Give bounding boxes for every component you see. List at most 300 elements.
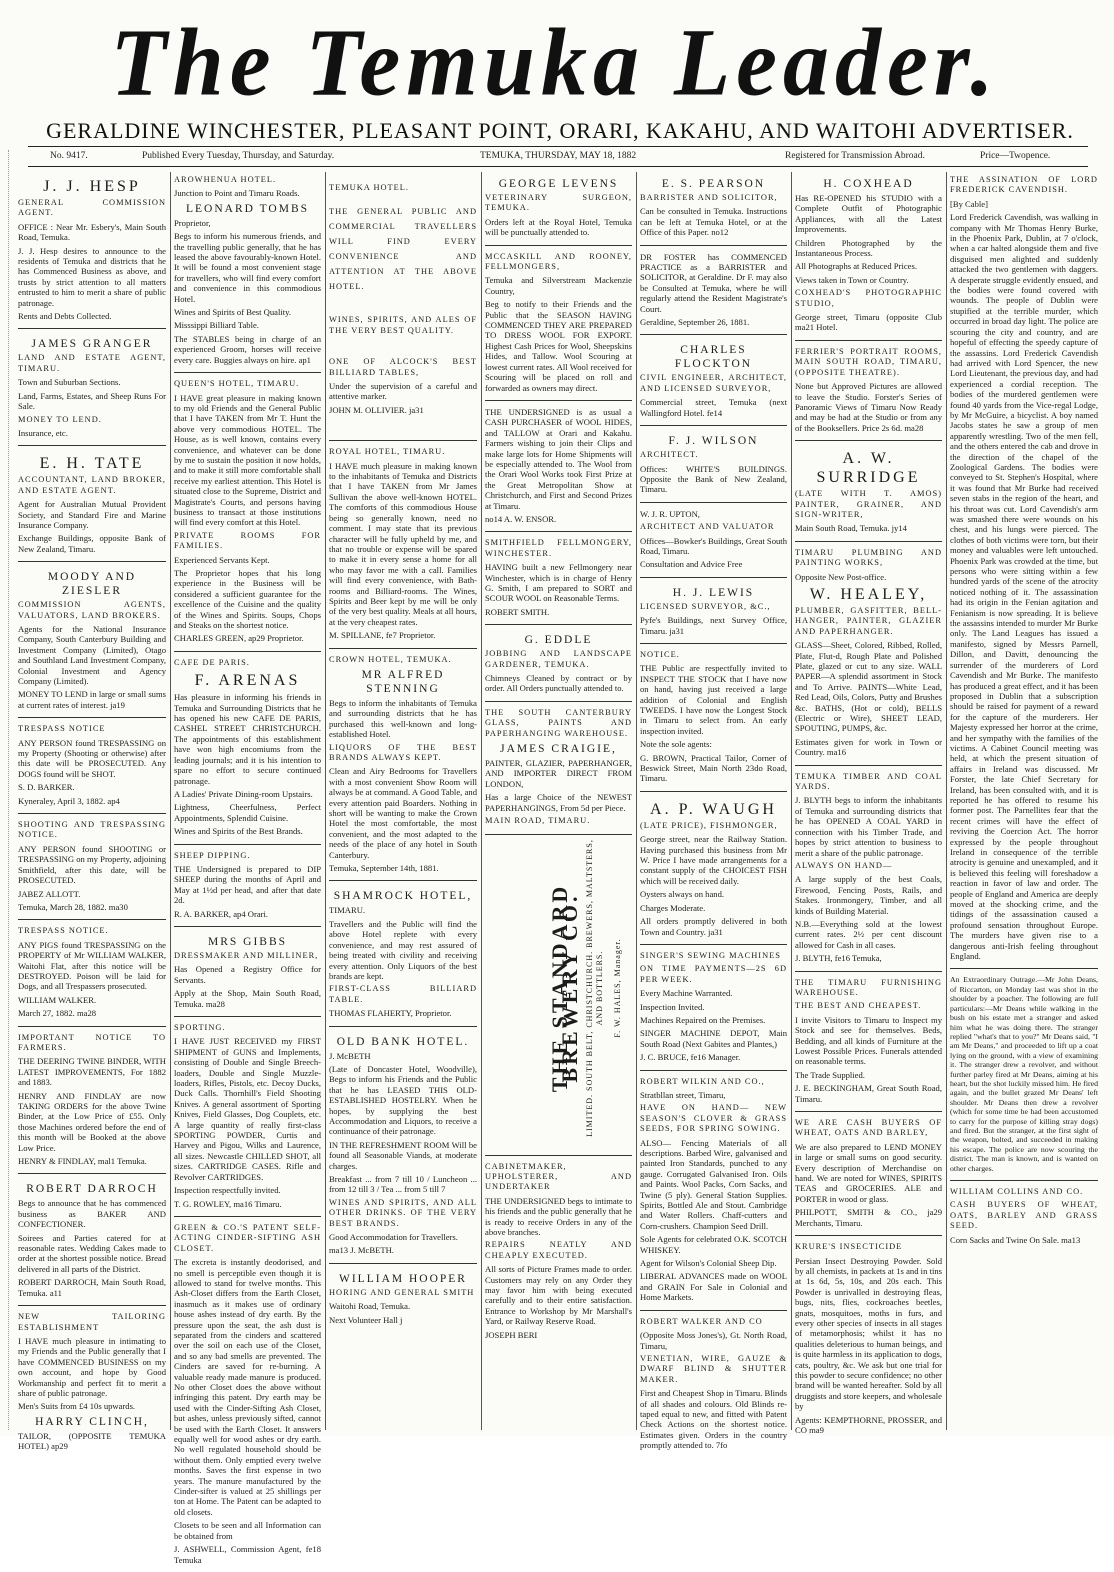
ad-subheading: (LATE PRICE), FISHMONGER, bbox=[640, 820, 778, 830]
ad-granger bbox=[18, 332, 166, 446]
ad-heading: TRESPASS NOTICE bbox=[18, 724, 106, 734]
ad-heading: H. J. LEWIS bbox=[672, 586, 755, 599]
ad-text: I HAVE great pleasure in making known to my old Friends and the General Public that I have TAKEN from Mr T. Hunt the above very commodious HOTEL. The House, as is well known, contains every convenience, and whatever can be done by me to sustain the position it now holds, and to make it still more comfortable shall receive my earliest attention. This Hotel is situated close to the Supreme, District and Magistrate's Courts, and persons having business to transact at those institutions will find every comfort at this Hotel. bbox=[174, 392, 321, 528]
ad-text: The Trade Supplied. bbox=[795, 1069, 865, 1080]
ad-heading: ROYAL HOTEL, TIMARU. bbox=[329, 447, 446, 457]
ad-text: Can be consulted in Temuka. Instructions can be left at Temuka Hotel, or at the Office of this Paper. no12 bbox=[640, 206, 787, 238]
column-2 bbox=[174, 172, 321, 1565]
ad-heading: ROBERT WILKIN AND CO., bbox=[640, 1076, 765, 1086]
ad-trespass-allott bbox=[18, 817, 166, 920]
ad-text: MONEY TO LEND in large or small sums at current rates of interest. ja19 bbox=[18, 689, 166, 710]
ad-pearson bbox=[640, 172, 787, 246]
ad-temuka-hotel bbox=[329, 172, 477, 441]
ad-signature: T. G. ROWLEY, ma16 Timaru. bbox=[174, 1198, 282, 1209]
ad-text: Offices—Bowker's Buildings, Great South Road, Timaru. bbox=[640, 535, 787, 556]
ad-heading: WILLIAM COLLINS AND CO. bbox=[950, 1187, 1084, 1196]
ad-subheading: ACCOUNTANT, LAND BROKER, AND ESTATE AGENT. bbox=[18, 475, 166, 495]
ad-text: DR FOSTER has COMMENCED PRACTICE as a BARRISTER and SOLICITOR, at Geraldine. Dr F. may also be Consulted at Temuka, where he will regularly attend the Resident Magistrate's Court. bbox=[640, 251, 787, 314]
ad-signature: JABEZ ALLOTT. bbox=[18, 888, 81, 899]
ad-text: Waitohi Road, Temuka. bbox=[329, 1301, 411, 1312]
ad-arowhenua bbox=[174, 172, 321, 373]
ad-signature: PHILPOTT, SMITH & CO., ja29 Merchants, Timaru. bbox=[795, 1207, 942, 1228]
ad-text: THE UNDERSIGNED is as usual a CASH PURCHASER of WOOL HIDES, and TALLOW at Orari and Kakahu. Farmers wishing to join their Clips and make large lots for Home Shipments will be especially attended to. The Wool from the Orari Wool Works took First Prize at the Great Metropolitan Show at Christchurch, and First and Second Prizes at Timaru. bbox=[485, 406, 632, 511]
ad-text: March 27, 1882. ma28 bbox=[18, 1008, 97, 1019]
ad-text: Apply at the Shop, Main South Road, Temuka. ma28 bbox=[174, 988, 321, 1009]
ad-moody-ziesler bbox=[18, 565, 166, 718]
ad-text: Wines and Spirits of the Best Brands. bbox=[174, 826, 303, 837]
ad-text: George street, near the Railway Station. Having purchased this business from Mr W. Price I have made arrangements for a constant supply of the CHOICEST FISH which will be received daily. bbox=[640, 834, 787, 886]
ad-heading: AROWHENUA HOTEL. bbox=[174, 175, 277, 184]
ad-heading: TRESPASS NOTICE. bbox=[18, 926, 109, 936]
ad-text: Agent for Wilson's Colonial Sheep Dip. bbox=[640, 1258, 777, 1269]
ad-wilson bbox=[640, 429, 787, 503]
ad-subheading: (Opposite Moss Jones's), Gt. North Road, Timaru, bbox=[640, 1330, 787, 1351]
ad-text: Inspection respectfully invited. bbox=[174, 1185, 281, 1196]
ad-text: ONE OF ALCOCK'S BEST BILLIARD TABLES, bbox=[329, 357, 477, 377]
ad-subheading: BARRISTER AND SOLICITOR, bbox=[640, 193, 778, 202]
ad-text: Proprietor, bbox=[174, 217, 211, 228]
ad-text: Persian Insect Destroying Powder. Sold by all chemists, in packets at 1s and in tins at 1s 6d, 5s, 10s, and 20s each. This Powder is unrivalled in destroying fleas, bugs, nits, flies, cockroaches beetles, gnats, mosquitoes, moths in furs, and every other species of insects in all stages of metamorphosis; whilst it has no qualities deleterious to human beings, and is quite harmless in its application to dogs, cats, poultry, &c. We ask but one trial for this powder to secure confidence; no other brand will be wanted hereafter. Sold by all druggists and store keepers, and wholesale by bbox=[795, 1255, 942, 1412]
ad-levens bbox=[485, 172, 632, 246]
ad-text: I HAVE much pleasure in intimating to my Friends and the Public generally that I have COMMENCED BUSINESS on my own account, and hope by Good Workmanship and perfect fit to merit a share of public patronage. bbox=[18, 1335, 166, 1398]
ad-text: HENRY AND FINDLAY are now TAKING ORDERS for the above Twine Binder, at the Low Price of £55. Only those Machines ordered before the end of this month will be Booked at the above Low Price. bbox=[18, 1090, 166, 1153]
ad-waugh bbox=[640, 795, 787, 945]
ad-philpott-smith bbox=[795, 1115, 942, 1236]
dateline bbox=[50, 151, 1090, 165]
ad-text: The Proprietor hopes that his long experience in the Business will be considered a sufficient guarantee for the excellence of the Cuisine and the quality of the Wines and Spirits. Soups, Chops and Steaks on the shortest notice. bbox=[174, 568, 321, 631]
ad-subheading: CIVIL ENGINEER, ARCHITECT, AND LICENSED SURVEYOR, bbox=[640, 373, 787, 393]
ad-cabinetmaker bbox=[485, 1159, 632, 1348]
ad-heading: GEORGE LEVENS bbox=[498, 178, 619, 190]
ad-eddle bbox=[485, 628, 632, 702]
ad-text: Children Photographed by the Instantaneous Process. bbox=[795, 237, 942, 259]
registered-note: Registered for Transmission Abroad. bbox=[785, 151, 925, 161]
ad-flockton bbox=[640, 338, 787, 426]
ad-text: Geraldine, September 26, 1881. bbox=[640, 317, 750, 328]
ad-heading: TEMUKA TIMBER AND COAL YARDS. bbox=[795, 771, 942, 792]
ad-heading: SMITHFIELD FELLMONGERY, WINCHESTER. bbox=[485, 538, 632, 558]
ad-heading: GREEN & CO.'S PATENT SELF-ACTING CINDER-SIFTING ASH CLOSET. bbox=[174, 1222, 321, 1253]
ad-text: I HAVE much pleasure in making known to the inhabitants of Temuka and Districts that I have TAKEN from Mr James Sullivan the above well-known HOTEL. The comforts of this commodious House being so generally known, need no comment. I may state that its previous character will be fully upheld by me, and that no trouble or expense will be spared to make it in every sense a home for all who may favor me with a call. Families will find every convenience, with Bath-rooms and Billiard-rooms. The Wines, Spirits and Beer kept by me will be only of the very best quality. Meals at all hours, at the very cheapest rates. bbox=[329, 460, 477, 627]
ad-text: THE Undersigned is prepared to DIP SHEEP during the months of April and May at 1½d per head, and after that date 2d. bbox=[174, 863, 321, 906]
ad-text: None but Approved Pictures are allowed to leave the Studio. Forster's Series of Panoramic Views of Timaru Now Ready and may be had at the Studio or from any of the Booksellers. Price 2s 6d. ma28 bbox=[795, 381, 942, 433]
ad-text: THE UNDERSIGNED begs to intimate to his friends and the public generally that he is ready to receive Orders in any of the above branches. bbox=[485, 1195, 632, 1237]
ad-heading: JAMES GRANGER bbox=[31, 338, 153, 351]
ad-subheading: Opposite New Post-office. bbox=[795, 571, 887, 582]
ad-subheading: THE BEST AND CHEAPEST. bbox=[795, 1001, 922, 1011]
ad-text: Temuka, March 28, 1882. ma30 bbox=[18, 901, 128, 912]
ad-text: I invite Visitors to Timaru to Inspect my Stock and see for themselves. Beds, Bedding, and all kinds of Furniture at the Lowest Possible Prices. Funerals attended on reasonable terms. bbox=[795, 1014, 942, 1067]
ad-text: The excreta is instantly deodorised, and no smell is perceptible even though it is allowed to stand for twelve months. This Ash-Closet differs from the Earth Closet, inasmuch as it makes use of ordinary house ashes instead of dry earth. By the pressure upon the seat, the ash dust is separated from the cinders and scattered over the soil on each use of the Closet, and so any bad smells are prevented. The Cinders are saved for re-burning. A valuable ready made manure is produced. No other Closet does the above without infringing this patent. Dry earth may be used with the Cinder-Sifting Ash Closet, but ashes, unless previously sifted, cannot be used with the Earth Closet. It answers equally well for wood ashes or dry earth. No well regulated household should be without them. Only emptied every twelve months. Saves the first expense in two years. The manure manufactured by the Cinder-sifter is valued at 25 shillings per ton at Home. The Patent can be adapted to old closets. bbox=[174, 1257, 321, 1517]
ad-text: George street, Timaru (opposite Club ma21 Hotel. bbox=[795, 312, 942, 333]
ad-text: Next Volunteer Hall j bbox=[329, 1314, 403, 1325]
ad-signature: ma13 J. McBETH. bbox=[329, 1245, 394, 1256]
ad-heading: NOTICE. bbox=[640, 649, 680, 659]
ad-text: IN THE REFRESHMENT ROOM Will be found all Seasonable Viands, at moderate charges. bbox=[329, 1139, 477, 1171]
ad-heading: IMPORTANT NOTICE TO FARMERS. bbox=[18, 1032, 166, 1052]
ad-subheading: ON TIME PAYMENTS—2S 6D PER WEEK. bbox=[640, 964, 787, 984]
ad-heading: TEMUKA HOTEL. bbox=[329, 183, 409, 192]
ad-text: Men's Suits from £4 10s upwards. bbox=[18, 1401, 136, 1412]
ad-text: Every Machine Warranted. bbox=[640, 988, 733, 999]
ad-insecticide bbox=[795, 1239, 942, 1442]
ad-signature: J. BLYTH, fe16 Temuka, bbox=[795, 953, 882, 964]
ad-craigie bbox=[485, 705, 632, 835]
masthead-title: The Temuka Leader. bbox=[110, 8, 1000, 116]
ad-heading: F. ARENAS bbox=[194, 672, 301, 690]
ad-subheading: COMMISSION AGENTS, VALUATORS, LAND BROKERS. bbox=[18, 600, 166, 620]
ad-heading: WE ARE CASH BUYERS OF WHEAT, OATS AND BARLEY, bbox=[795, 1118, 942, 1138]
ad-signature: TAILOR, (OPPOSITE TEMUKA HOTEL) ap29 bbox=[18, 1430, 166, 1452]
ad-signature: S. D. BARKER. bbox=[18, 782, 75, 793]
ad-text: J. BLYTH begs to inform the inhabitants of Temuka and surrounding districts that he has OPENED A COAL YARD in connection with his Timber Trade, and hopes by strict attention to business to merit a share of the public patronage. bbox=[795, 795, 942, 858]
ad-text: Breakfast ... from 7 till 10 / Luncheon ... from 12 till 3 / Tea ... from 5 till 7 bbox=[329, 1174, 477, 1195]
brewery-subtitle: LIMITED. SOUTH BELT, CHRISTCHURCH. BREWERS, MALTSTERS, AND BOTTLERS. bbox=[585, 838, 605, 1137]
ad-signature: THOMAS FLAHERTY, Proprietor. bbox=[329, 1008, 452, 1019]
ad-old-bank-hotel bbox=[329, 1030, 477, 1264]
ad-text: Begs to inform his numerous friends, and the travelling public generally, that he has leased the above favourably-known Hotel. It will be found a most convenient stage for travellers, who will find every comfort and convenience in this commodious Hotel. bbox=[174, 231, 321, 304]
ad-heading: SPORTING. bbox=[174, 1023, 226, 1032]
ad-text: Insurance, etc. bbox=[18, 427, 68, 438]
ad-heading: E. H. TATE bbox=[39, 455, 145, 473]
ad-collins bbox=[950, 1184, 1098, 1252]
issue-date: TEMUKA, THURSDAY, MAY 18, 1882 bbox=[480, 151, 637, 161]
ad-text: Misssippi Billiard Table. bbox=[174, 320, 259, 331]
column-divider bbox=[170, 172, 171, 1430]
ad-ash-closet bbox=[174, 1220, 321, 1572]
ad-subheading: PLUMBER, GASFITTER, BELL-HANGER, PAINTER, GLAZIER AND PAPERHANGER. bbox=[795, 605, 942, 636]
ad-text: I HAVE JUST RECEIVED my FIRST SHIPMENT of GUNS and Implements, consisting of Double and Single Breech-loaders, Double and Single Muzzle-loaders, Rifles, Pistols, etc. Decoy Ducks, Duck Calls. Thornhill's Field Shooting Knives. A general assortment of Sporting Knives, Field Glasses, Dog Couplets, etc. A large quantity of really first-class SPORTING POWDER, Curtis and Harvey and Pigou, Wilks and Laurence, all sizes. Newcastle CHILLED SHOT, all sizes. CARTRIDGE CASES. Rifle and Revolver CARTRIDGES. bbox=[174, 1036, 321, 1182]
ad-brown-notice bbox=[640, 647, 787, 792]
ad-heading: SHOOTING AND TRESPASSING NOTICE. bbox=[18, 820, 166, 840]
article-assassination bbox=[950, 172, 1098, 969]
ad-text: Agents for the National Insurance Company, South Canterbury Building and Investment Company (Limited), Otago and Southland Land Investment Company, Colonial Investment and Agency Company (Limited). bbox=[18, 623, 166, 686]
ad-upton bbox=[640, 506, 787, 578]
ad-text: A Ladies' Private Dining-room Upstairs. bbox=[174, 788, 313, 799]
column-divider bbox=[946, 172, 947, 1430]
ad-subheading: COXHEAD'S PHOTOGRAPHIC STUDIO, bbox=[795, 288, 942, 308]
ad-text: HAVING built a new Fellmongery near Winchester, which is in charge of Henry G. Smith, I am prepared to SORT and SCOUR WOOL on Reasonable Terms. bbox=[485, 562, 632, 604]
ad-subheading: THE DEERING TWINE BINDER, WITH LATEST IMPROVEMENTS, For 1882 and 1883. bbox=[18, 1056, 166, 1088]
masthead bbox=[60, 8, 1050, 116]
ad-heading: SINGER'S SEWING MACHINES bbox=[640, 950, 781, 960]
ad-text: All orders promptly delivered in both Town and Country. ja31 bbox=[640, 916, 787, 937]
column-divider bbox=[325, 172, 326, 1430]
ad-subheading: ARCHITECT AND VALUATOR bbox=[640, 522, 775, 532]
ad-text: SINGER MACHINE DEPOT, Main South Road (Next Gabites and Plantes,) bbox=[640, 1028, 787, 1049]
ad-surridge bbox=[795, 444, 942, 542]
ad-walker bbox=[640, 1314, 787, 1458]
ad-singer bbox=[640, 948, 787, 1071]
ad-text: Has RE-OPENED his STUDIO with a Complete Outfit of Photographic Appliances, with all the Latest Improvements. bbox=[795, 193, 942, 235]
ad-text: ANY PERSON found SHOOTING or TRESPASSING on my Property, adjoining Smithfield, after this date, will be PROSECUTED. bbox=[18, 843, 166, 886]
column-5 bbox=[640, 172, 787, 1451]
article-outrage bbox=[950, 972, 1098, 1181]
ad-text: MONEY TO LEND. bbox=[18, 414, 102, 424]
ad-subheading: GENERAL COMMISSION AGENT. bbox=[18, 198, 166, 218]
ad-heading: THE SOUTH CANTERBURY GLASS, PAINTS AND PAPERHANGING WAREHOUSE. bbox=[485, 707, 632, 738]
ad-text: GLASS—Sheet, Colored, Ribbed, Rolled, Plate, Flut-d, Rough Plate and Polished Plate, glazed or cut to any size. WALL PAPER—A splendid assortment in Stock and To Arrive. PAINTS—White Lead, Red Lead, Oils, Colors, Putty and Brushes &c. BATHS, (Hot or cold), BELLS (Electric or Wire), SHEET LEAD, SPOUTING, PUMPS, &c. bbox=[795, 640, 942, 734]
ad-subheading: CASH BUYERS OF WHEAT, OATS, BARLEY AND GRASS SEED. bbox=[950, 1200, 1098, 1231]
ad-text: Chimneys Cleaned by contract or by order. All Orders punctually attended to. bbox=[485, 673, 632, 694]
ad-heading: QUEEN'S HOTEL, TIMARU. bbox=[174, 379, 300, 389]
ad-tate bbox=[18, 449, 166, 562]
ad-smithfield bbox=[485, 535, 632, 625]
ad-text: THE GENERAL PUBLIC AND COMMERCIAL TRAVELLERS WILL FIND EVERY CONVENIENCE AND ATTENTION AT THE ABOVE HOTEL. bbox=[329, 207, 477, 292]
ad-heading: SHEEP DIPPING. bbox=[174, 850, 251, 860]
ad-shamrock-hotel bbox=[329, 884, 477, 1026]
ad-text: Lightness, Cheerfulness, Perfect Appointments, Splendid Cuisine. bbox=[174, 802, 321, 823]
ad-text: Has a large Choice of the NEWEST PAPERHANGINGS, From 5d per Piece. bbox=[485, 792, 632, 813]
ad-text: Closets to be seen and all Information can be obtained from bbox=[174, 1520, 321, 1541]
ad-heading: CAFE DE PARIS. bbox=[174, 657, 250, 667]
ad-text: Rents and Debts Collected. bbox=[18, 311, 112, 322]
ad-ferrier bbox=[795, 344, 942, 441]
issue-number: No. 9417. bbox=[50, 151, 88, 161]
ad-heading: J. J. HESP bbox=[43, 178, 141, 195]
ad-signature: HENRY & FINDLAY, mal1 Temuka. bbox=[18, 1156, 147, 1167]
ad-text: Views taken in Town or Country. bbox=[795, 274, 909, 285]
ad-signature: ROBERT DARROCH, Main South Road, Temuka. a11 bbox=[18, 1277, 166, 1298]
ad-text: OFFICE : Near Mr. Esbery's, Main South Road, Temuka. bbox=[18, 221, 166, 243]
ad-subheading: J. McBETH bbox=[329, 1050, 371, 1061]
ad-text: (Late of Doncaster Hotel, Woodville), Begs to inform his Friends and the Public that he has LEASED THIS OLD-ESTABLISHED HOSTELRY. When he hopes, by supplying the best Accommodation and Liquors, to receive a continuance of their patronage. bbox=[329, 1063, 477, 1137]
column-6 bbox=[795, 172, 942, 1435]
ad-heading: W. HEALEY, bbox=[809, 585, 928, 603]
article-body: An Extraordinary Outrage.—Mr John Deans, of Riccarton, on Monday last was shot in the shoulder by a poacher. The following are full particulars:—Mr Deans while walking in the bush on his estate met a stranger and asked him what he was doing there. The stranger replied "what's that to you?" Mr Deans said, "I am Mr Deans," and proceeded to lift up a coat lying on the ground, with a view of examining it. The stranger drew a revolver, and without further parley fired at Mr Deans, aiming at his heart, but the shot luckily missed him. He fired again, and the bullet grazed Mr Deans' left shoulder. Mr Deans then drew a revolver (which for some time he had been accustomed to carry for the purpose of killing stray dogs) and fired. But the stranger, at the first sight of the weapon, bolted, and succeeded in making his escape. The police are now scouring the district. The man is known, and is wanted on other charges. bbox=[950, 975, 1098, 1173]
ad-text: Begs to announce that he has commenced business as BAKER AND CONFECTIONER. bbox=[18, 1198, 166, 1230]
ad-text: Agent for Australian Mutual Provident Society, and Standard Fire and Marine Insurance Company. bbox=[18, 499, 166, 530]
ad-text: Pyfe's Buildings, next Survey Office, Timaru. ja31 bbox=[640, 615, 787, 636]
ad-subheading: (LATE WITH T. AMOS) PAINTER, GRAINER, AND SIGN-WRITER, bbox=[795, 489, 942, 519]
ad-subheading: HAVE ON HAND— NEW SEASON'S CLOVER & GRASS SEEDS, FOR SPRING SOWING. bbox=[640, 1103, 787, 1134]
ad-subheading: HORING AND GENERAL SMITH bbox=[329, 1287, 475, 1297]
ad-heading: OLD BANK HOTEL. bbox=[336, 1035, 470, 1048]
ad-heading: KRURE'S INSECTICIDE bbox=[795, 1242, 903, 1252]
ad-text: Has Opened a Registry Office for Servants. bbox=[174, 964, 321, 985]
ad-text: ALSO— Fencing Materials of all descriptions. Barbed Wire, galvanised and painted Iron Standards, punched to any gauge. Corrugated Galvanised Iron. Oils and Paints. Wool Packs, Corn Sacks, and Twine (5 ply). General Station Supplies. Spirits, Bottled Ale and Stout. Cambridge and Water Rollers. Chaff-cutters and Corn-crushers. Champion Seed Drill. bbox=[640, 1137, 787, 1231]
ad-signature: JOSEPH BERI bbox=[485, 1329, 538, 1340]
ad-subheading: Temuka and Silverstream Mackenzie Country, bbox=[485, 275, 632, 296]
ad-subheading: Stratbllan street, Timaru, bbox=[640, 1089, 726, 1100]
price: Price—Twopence. bbox=[980, 151, 1051, 161]
ad-subheading: LAND AND ESTATE AGENT, TIMARU. bbox=[18, 353, 166, 373]
ad-heading: THE TIMARU FURNISHING WAREHOUSE. bbox=[795, 977, 942, 997]
ad-heading: CROWN HOTEL, TEMUKA. bbox=[329, 654, 452, 664]
header-rule-bottom bbox=[28, 166, 1088, 167]
ad-trespass-barker bbox=[18, 721, 166, 814]
ad-text: Corn Sacks and Twine On Sale. ma13 bbox=[950, 1234, 1081, 1245]
brewery-manager: F. W. HALES, Manager. bbox=[613, 937, 622, 1038]
ad-heading: TIMARU PLUMBING AND PAINTING WORKS, bbox=[795, 547, 942, 568]
ad-text: J. J. Hesp desires to announce to the residents of Temuka and districts that he has Commenced Business as above, and trusts by strict attention to all matters entrusted to him to merit a share of public patronage. bbox=[18, 245, 166, 308]
page-fold-edge bbox=[0, 150, 9, 1430]
ad-subheading: Junction to Point and Timaru Roads. bbox=[174, 188, 300, 199]
ad-subheading: PRIVATE ROOMS FOR FAMILIES. bbox=[174, 530, 321, 551]
column-4 bbox=[485, 172, 632, 1432]
article-dateline: [By Cable] bbox=[950, 198, 988, 209]
ad-signature: JOHN M. OLLIVIER. ja31 bbox=[329, 404, 424, 415]
ad-text: Note the sole agents: bbox=[640, 739, 712, 750]
ad-hooper bbox=[329, 1267, 477, 1332]
ad-ensor bbox=[485, 404, 632, 532]
ad-text: Beg to notify to their Friends and the Public that the SEASON HAVING COMMENCED THEY ARE PREPARED TO DRESS WOOL FOR EXPORT. Highest Cash Prices for Wool, Sheepskins Hides, and Tallow. Wool Scouring at lowest current rates. All Wool received for Scouring will be placed on roll and forwarded as owners may direct. bbox=[485, 299, 632, 393]
ad-sheep-dipping bbox=[174, 848, 321, 927]
ad-cafe-de-paris bbox=[174, 655, 321, 845]
column-divider bbox=[481, 172, 482, 1430]
ad-text: WINES, SPIRITS, AND ALES OF THE VERY BEST QUALITY. bbox=[329, 315, 477, 335]
ad-signature: WILLIAM WALKER. bbox=[18, 994, 97, 1005]
ad-heading: MR ALFRED STENNING bbox=[361, 668, 445, 695]
ad-signature: no14 A. W. ENSOR. bbox=[485, 513, 557, 524]
masthead-subtitle: GERALDINE WINCHESTER, PLEASANT POINT, ORARI, KAKAHU, AND WAITOHI ADVERTISER. bbox=[46, 118, 1074, 143]
ad-text: Orders left at the Royal Hotel, Temuka will be punctually attended to. bbox=[485, 216, 632, 238]
ad-text: The STABLES being in charge of an experienced Groom, horses will receive every care. Buggies always on hire. ap1 bbox=[174, 333, 321, 365]
ad-text: Temuka, September 14th, 1881. bbox=[329, 863, 439, 874]
ad-subheading: ARCHITECT. bbox=[640, 450, 699, 460]
ad-heading: F. J. WILSON bbox=[668, 435, 759, 448]
ad-text: WINES AND SPIRITS, AND ALL OTHER DRINKS. OF THE VERY BEST BRANDS. bbox=[329, 1197, 477, 1228]
ad-subheading: REPAIRS NEATLY AND CHEAPLY EXECUTED. bbox=[485, 1240, 632, 1260]
column-1 bbox=[18, 172, 166, 1452]
ad-signature: ROBERT SMITH. bbox=[485, 606, 550, 617]
ad-text: ANY PIGS found TRESPASSING on the PROPERTY of Mr WILLIAM WALKER, Waitohi Flat, after this notice will be DESTROYED. Poison will be laid for Dogs, and all Trespassers prosecuted. bbox=[18, 939, 166, 992]
ad-standard-brewery bbox=[485, 838, 632, 1156]
ad-subheading: VETERINARY SURGEON, TEMUKA. bbox=[485, 193, 632, 213]
ad-text: N.B.—Everything sold at the lowest current rates. 2½ per cent discount allowed for Cash in all cases. bbox=[795, 918, 942, 950]
ad-text: Wines and Spirits of Best Quality. bbox=[174, 307, 292, 318]
ad-heading: ROBERT DARROCH bbox=[26, 1183, 158, 1196]
ad-gibbs bbox=[174, 930, 321, 1017]
ad-text: Commercial street, Temuka (next Wallingford Hotel. fe14 bbox=[640, 397, 787, 418]
ad-signature: M. SPILLANE, fe7 Proprietor. bbox=[329, 630, 436, 641]
ad-text: All sorts of Picture Frames made to order. Customers may rely on any Order they may favor him with being executed carefully and to their entire satisfaction. Entrance to Workshop by Mr Marshall's Yard, or Railway Reserve Road. bbox=[485, 1264, 632, 1327]
ad-heading: G. EDDLE bbox=[524, 634, 593, 647]
ad-darroch bbox=[18, 1177, 166, 1306]
publish-schedule: Published Every Tuesday, Thursday, and Saturday. bbox=[142, 151, 335, 161]
ad-blyth bbox=[795, 769, 942, 972]
column-divider bbox=[636, 172, 637, 1430]
ad-foster bbox=[640, 249, 787, 336]
ad-heading: H. COXHEAD bbox=[823, 178, 914, 190]
ad-heading: MRS GIBBS bbox=[207, 935, 288, 948]
ad-text: Main South Road, Temuka. jy14 bbox=[795, 523, 907, 534]
ad-text: Experienced Servants Kept. bbox=[174, 554, 270, 565]
ad-heading: MCCASKILL AND ROONEY, FELLMONGERS, bbox=[485, 251, 632, 272]
ad-text: Land, Farms, Estates, and Sheep Runs For Sale. bbox=[18, 390, 166, 412]
ad-text: FIRST-CLASS BILLIARD TABLE. bbox=[329, 984, 477, 1004]
ad-text: Estimates given for work in Town or Country. ma16 bbox=[795, 736, 942, 758]
article-body: Lord Frederick Cavendish, was walking in company with Mr Thomas Henry Burke, in the Phoenix Park, Dublin, at 7 o'clock, when a car halted alongside them and five disguised men alighted and suddenly attacked the two gentlemen with daggers. A desperate struggle evidently ensued, and the bodies were found covered with wounds. The people of Dublin were stupified at the terrible murder, which occurred in broad day light. The police are scouring the city and country, and are hopeful of effecting the speedy capture of the assassins. Lord Frederick Cavendish had arrived with Lord Spencer, the new Lord Lieutenant, the previous day, and had experienced a cordial reception. The bodies of the murdered gentlemen were found 40 yards from the Vice-regal Lodge, by Mr McGuire, a bicyclist. A boy named Jacobs states he saw a group of men apparently wrestling. Two of the men fell, and the others entered the cab and drove in the direction of the chapel of the Zoological Gardens. The bodies were conveyed to St. Stephen's Hospital, where it was found that Mr Burke had received seven stabs in the region of the heart, and his throat was cut. Lord Cavendish's arm was smashed there were wounds on his chest, and his lungs were pierced. The clothes of both victims were torn, but their money and valuables were left untouched. Phoenix Park was crowded at the time, but persons who were sitting within a few hundred yards of the scene of the atrocity noticed nothing of it. The assassination had its origin in the Fenian agitation and Fenianism is now spreading. It is believe the assassins intended to murder Mr Burke only. The Land Leagues has issued a manifesto, signed by Messrs Parnell, Dillon, and Davitt, denouncing the surrender of the murderers of Lord Cavendish and Mr Burke. The manifesto has produced a great effect, and it has been proposed in Dublin that a subscription should be raised for payment of a reward for the capture of the murderers. Her Majesty expressed her horror at the crime, and her sympathy with the families of the victims. A Cabinet Council meeting was held, at which the present situation of affairs in Ireland was discussed. Mr Forster, the late Chief Secretary for Ireland, has been consulted with, and it is reported he has offered to resume his former post. The Parnellites fear that the recent crimes will have the effect of reviving the Coercion Act. The horror expressed by the people throughout Ireland in consequence of the terrible atrocity is genuine and unexampled, and it is believed this feeling will foreshadow a reaction in favor of law and order. The people of England and America are deeply moved at the shocking crime, and the tidings of the assassination caused a profound sensation throughout Europe. The murders have given rise to a dangerous anti-Irish feeling throughout England. bbox=[950, 212, 1099, 962]
ad-queens-hotel bbox=[174, 376, 321, 652]
ad-farmers bbox=[18, 1030, 166, 1175]
ad-heading: W. J. R. UPTON, bbox=[640, 508, 700, 519]
ad-heading: A. W. SURRIDGE bbox=[816, 450, 921, 487]
ad-text: ANY PERSON found TRESPASSING on my Property (Shooting or otherwise) after this date will be PROSECUTED. Any DOGS found will be SHOT. bbox=[18, 737, 166, 779]
ad-text: Good Accommodation for Travellers. bbox=[329, 1232, 458, 1243]
ad-heading: HARRY CLINCH, bbox=[35, 1415, 149, 1428]
ad-heading: LEONARD TOMBS bbox=[185, 202, 310, 215]
ad-heading: A. P. WAUGH bbox=[650, 800, 777, 818]
ad-subheading: LICENSED SURVEYOR, &C., bbox=[640, 601, 771, 611]
ad-subheading: TIMARU. bbox=[329, 905, 366, 916]
ad-coxhead bbox=[795, 172, 942, 341]
ad-heading: WILLIAM HOOPER bbox=[339, 1272, 467, 1285]
ad-text: First and Cheapest Shop in Timaru. Blinds of all shades and colours. Old Blinds re-taped equal to new, and fitted with Patent Check Actions on the shortest notice. Estimates given. Orders in the country promptly attended to. 7fo bbox=[640, 1388, 787, 1451]
ad-text: Sole Agents for celebrated O.K. SCOTCH WHISKEY. bbox=[640, 1234, 787, 1255]
article-headline: THE ASSINATION OF LORD FREDERICK CAVENDISH. bbox=[950, 175, 1098, 195]
ad-signature: J. E. BECKINGHAM, Great South Road, Timaru. bbox=[795, 1083, 942, 1104]
ad-signature: J. C. BRUCE, fe16 Manager. bbox=[640, 1052, 741, 1063]
ad-text: Clean and Airy Bedrooms for Travellers with a most convenient Show Room will always be at command. A Good Table, and every attention paid Boarders. Nothing in short will be wanting to make the Crown Hotel the most comfortable, the most convenient, and the most adapted to the needs of the place of any hotel in South Canterbury. bbox=[329, 766, 477, 860]
ad-text: MAIN ROAD, TIMARU. bbox=[485, 816, 591, 826]
brewery-name: THE STANDARD BREWERY CO. bbox=[547, 883, 583, 1092]
ad-text: Machines Repaired on the Premises. bbox=[640, 1014, 766, 1025]
ad-text: A large supply of the best Coals, Firewood, Fencing Posts, Rails, and Stakes. Ironmongery, Timber, and all kinds of Building Material. bbox=[795, 874, 942, 916]
ad-furnishing bbox=[795, 975, 942, 1112]
ad-mccaskill bbox=[485, 249, 632, 401]
ad-heading: NEW TAILORING ESTABLISHMENT bbox=[18, 1312, 166, 1332]
ad-text: Soirees and Parties catered for at reasonable rates. Wedding Cakes made to order at the shortest possible notice. Bread delivered in all parts of the District. bbox=[18, 1232, 166, 1274]
ad-text: Under the supervision of a careful and attentive marker. bbox=[329, 381, 477, 402]
ad-text: Town and Suburban Sections. bbox=[18, 377, 121, 388]
ad-heading: FERRIER'S PORTRAIT ROOMS, MAIN SOUTH ROAD, TIMARU, (OPPOSITE THEATRE). bbox=[795, 346, 942, 377]
ad-royal-hotel bbox=[329, 444, 477, 648]
ad-heading: E. S. PEARSON bbox=[661, 178, 766, 190]
ad-tailor bbox=[18, 1309, 166, 1458]
ad-wilkin bbox=[640, 1074, 787, 1311]
ad-subheading: DRESSMAKER AND MILLINER, bbox=[174, 950, 319, 960]
ad-heading: CABINETMAKER, UPHOLSTERER, AND UNDERTAKER bbox=[485, 1161, 632, 1192]
ad-text: Consultation and Advice Free bbox=[640, 559, 743, 570]
ad-heading: JAMES CRAIGIE, bbox=[500, 743, 617, 756]
ad-crown-hotel bbox=[329, 652, 477, 882]
header-rule-top bbox=[28, 146, 1088, 147]
column-7 bbox=[950, 172, 1098, 1432]
ad-heading: ROBERT WALKER AND CO bbox=[640, 1316, 763, 1326]
ad-text: Has pleasure in informing his friends in Temuka and Surrounding Districts that he has opened his new CAFE DE PARIS, CASHEL STREET CHRISTCHURCH. The appointments of this establishment have won high encomiums from the leading journals; and it is his intention to spare no effort to secure continued patronage. bbox=[174, 692, 321, 786]
column-divider bbox=[791, 172, 792, 1430]
ad-subheading: VENETIAN, WIRE, GAUZE & DWARF BLIND & SHUTTER MAKER. bbox=[640, 1353, 787, 1384]
ad-text: Travellers and the Public will find the above Hotel replete with every convenience, and may rest assured of being treated with civility and receiving every attention. Only Liquors of the best brands are kept. bbox=[329, 918, 477, 981]
ad-subheading: PAINTER, GLAZIER, PAPERHANGER, AND IMPORTER DIRECT FROM LONDON, bbox=[485, 758, 632, 789]
ad-healey bbox=[795, 545, 942, 766]
ad-text: LIBERAL ADVANCES made on WOOL and GRAIN For Sale in Colonial and Home Markets. bbox=[640, 1271, 787, 1303]
ad-text: Oysters always on hand. bbox=[640, 889, 725, 900]
ad-heading: SHAMROCK HOTEL, bbox=[333, 890, 473, 903]
ad-text: Exchange Buildings, opposite Bank of New Zealand, Timaru. bbox=[18, 533, 166, 554]
ad-text: Inspection Invited. bbox=[640, 1001, 705, 1012]
ad-subheading: ALWAYS ON HAND— bbox=[795, 860, 893, 870]
ad-text: THE Public are respectfully invited to INSPECT THE STOCK that I have now on hand, having just received a large addition of Colonial and English TWEEDS. I have now the Longest Stock in Timaru to select from. An early inspection invited. bbox=[640, 663, 787, 736]
ad-lewis bbox=[640, 581, 787, 644]
ad-signature: J. ASHWELL, Commission Agent, fe18 Temuka bbox=[174, 1544, 321, 1565]
ad-text: We are also prepared to LEND MONEY in large or small sums on good security. Every description of Merchandise on hand. We are noted for WINES, SPIRITS TEAS and GROCERIES. ALE and PORTER in wood or glass. bbox=[795, 1141, 942, 1204]
ad-subheading: LIQUORS OF THE BEST BRANDS ALWAYS KEPT. bbox=[329, 742, 477, 762]
ad-text: Begs to inform the inhabitants of Temuka and surrounding districts that he has purchased this well-known and long-established Hotel. bbox=[329, 697, 477, 740]
ad-text: Charges Moderate. bbox=[640, 902, 706, 913]
ad-sporting bbox=[174, 1020, 321, 1217]
ad-trespass-walker bbox=[18, 923, 166, 1026]
ad-text: Offices: WHITE'S BUILDINGS. Opposite the Bank of New Zealand, Timaru. bbox=[640, 463, 787, 495]
column-3 bbox=[329, 172, 477, 1432]
ad-hesp bbox=[18, 172, 166, 329]
ad-heading: MOODY AND ZIESLER bbox=[47, 571, 137, 598]
ad-text: All Photographs at Reduced Prices. bbox=[795, 261, 917, 272]
ad-text: Kyneraley, April 3, 1882. ap4 bbox=[18, 795, 120, 806]
ad-signature: G. BROWN, Practical Tailor, Corner of Beswick Street, Main North 23do Road, Timaru. bbox=[640, 752, 787, 784]
ad-signature: CHARLES GREEN, ap29 Proprietor. bbox=[174, 633, 304, 644]
